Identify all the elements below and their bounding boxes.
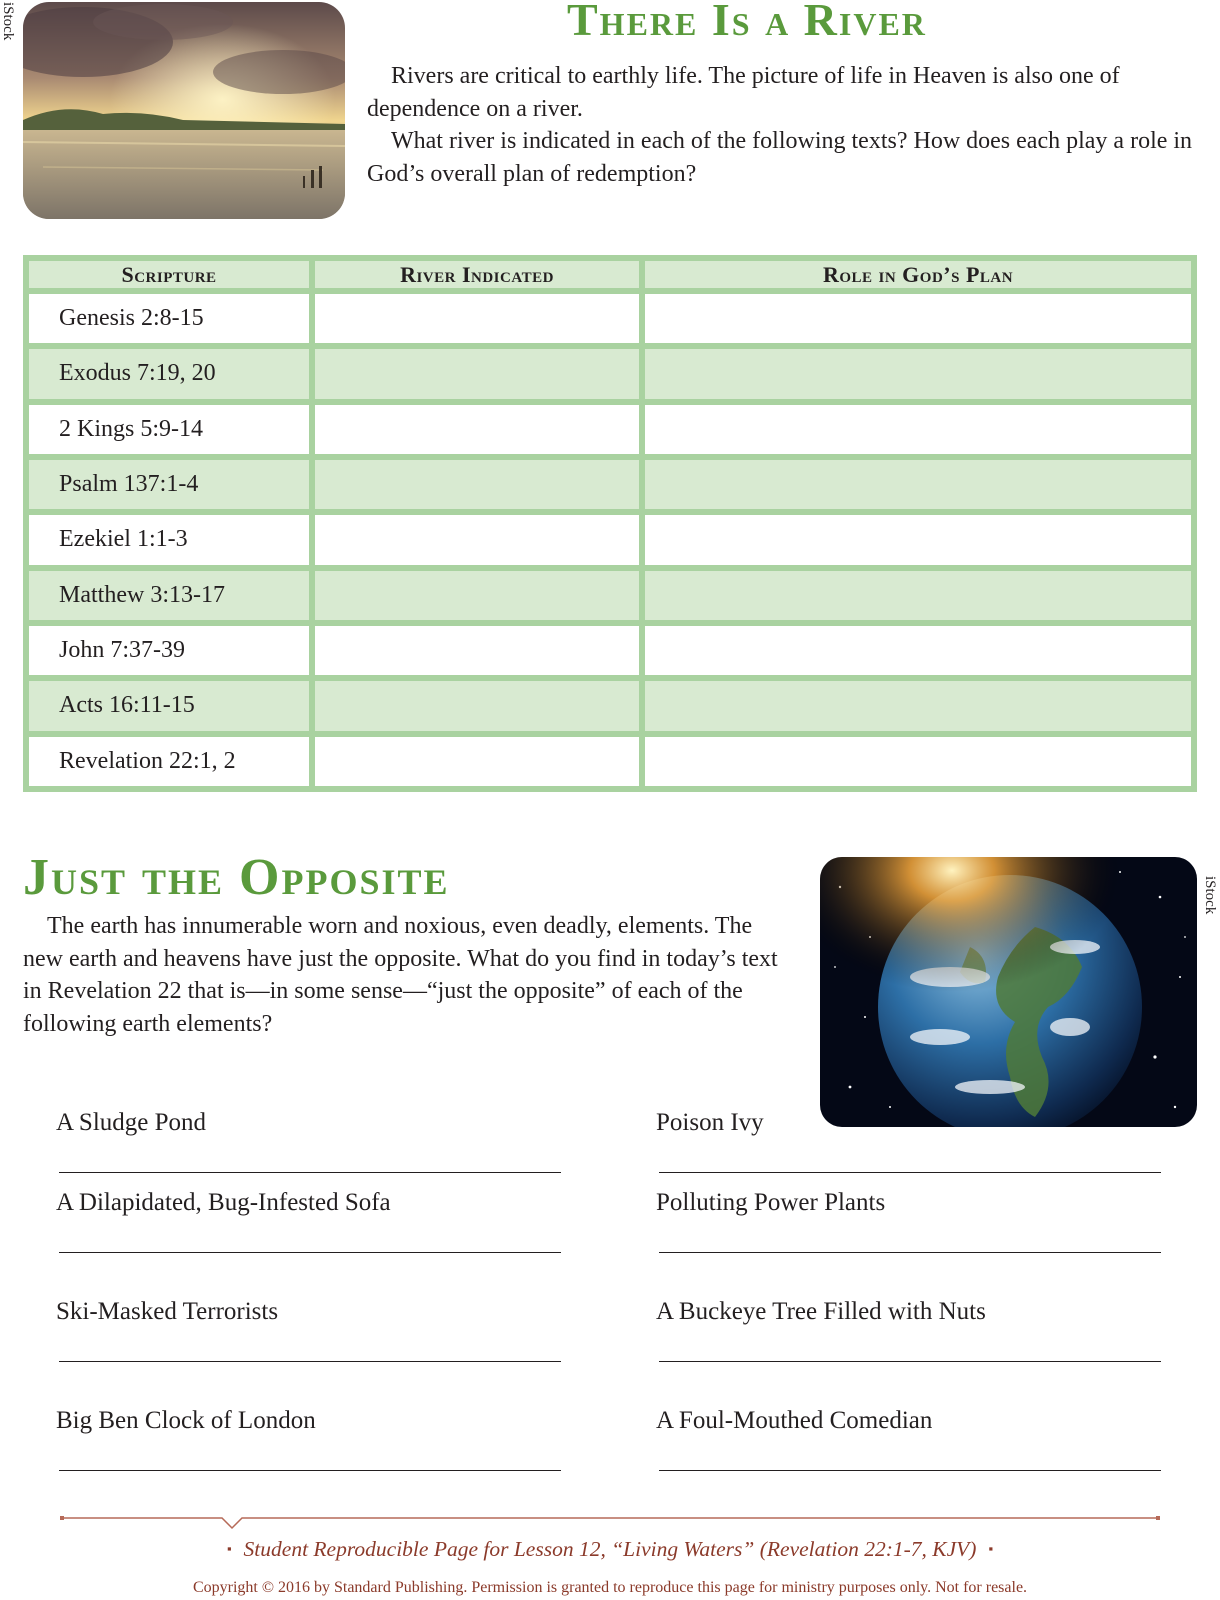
header-scripture: Scripture [29, 261, 309, 288]
table-row [29, 737, 1191, 786]
role-answer-cell[interactable] [645, 571, 1191, 620]
opposite-item [56, 1190, 561, 1215]
table-header-row [29, 261, 1191, 288]
photo-credit-river: iStock [0, 2, 16, 41]
opposite-item-label: Poison Ivy [656, 1109, 764, 1136]
table-row [29, 571, 1191, 620]
table-row [29, 681, 1191, 730]
opposite-intro-paragraph: The earth has innumerable worn and noxious, even deadly, elements. The new earth and heavens have just the opposite. What do you find in today’s text in Revelation 22 that is—in some sense—“just the opposite” of each of the following earth elements? [23, 913, 778, 1037]
river-answer-cell[interactable] [315, 294, 639, 343]
earth-from-space-image [820, 857, 1197, 1127]
role-answer-cell[interactable] [645, 681, 1191, 730]
answer-line[interactable] [59, 1252, 561, 1253]
opposite-intro [23, 910, 793, 1040]
scripture-cell: Ezekiel 1:1-3 [29, 515, 309, 564]
opposite-item [656, 1408, 1161, 1433]
river-intro-paragraph-2: What river is indicated in each of the following texts? How does each play a role in God’s overall plan of redemption? [367, 128, 1193, 187]
river-answer-cell[interactable] [315, 626, 639, 675]
river-answer-cell[interactable] [315, 515, 639, 564]
scripture-cell: Exodus 7:19, 20 [29, 349, 309, 398]
answer-line[interactable] [659, 1252, 1161, 1253]
header-role-in-gods-plan: Role in God’s Plan [645, 261, 1191, 288]
answer-line[interactable] [59, 1172, 561, 1173]
table-row [29, 294, 1191, 343]
scripture-cell: Acts 16:11-15 [29, 681, 309, 730]
role-answer-cell[interactable] [645, 349, 1191, 398]
photo-credit-earth: iStock [1202, 876, 1218, 915]
opposite-item-label: Big Ben Clock of London [56, 1407, 316, 1434]
role-answer-cell[interactable] [645, 515, 1191, 564]
river-landscape-image [23, 2, 345, 219]
answer-line[interactable] [659, 1361, 1161, 1362]
opposite-item-label: A Foul-Mouthed Comedian [656, 1407, 933, 1434]
scripture-cell: Revelation 22:1, 2 [29, 737, 309, 786]
scripture-cell: Psalm 137:1-4 [29, 460, 309, 509]
opposite-item [56, 1408, 561, 1433]
opposite-item [656, 1190, 1161, 1215]
river-photo [23, 2, 345, 219]
opposite-item-label: A Buckeye Tree Filled with Nuts [656, 1298, 986, 1325]
table-row [29, 626, 1191, 675]
footer-copyright: Copyright © 2016 by Standard Publishing. Permission is granted to reproduce this page for ministry purposes only. Not for resale. [192, 1579, 1028, 1596]
opposite-item-label: Ski-Masked Terrorists [56, 1298, 279, 1325]
opposite-item-label: A Dilapidated, Bug-Infested Sofa [56, 1189, 391, 1216]
footer-lesson-text: Student Reproducible Page for Lesson 12, “Living Waters” (Revelation 22:1-7, KJV) [243, 1537, 977, 1561]
page-title-river: There Is a River [567, 0, 927, 45]
role-answer-cell[interactable] [645, 460, 1191, 509]
role-answer-cell[interactable] [645, 626, 1191, 675]
table-row [29, 405, 1191, 454]
scripture-table [23, 255, 1197, 792]
role-answer-cell[interactable] [645, 405, 1191, 454]
river-answer-cell[interactable] [315, 681, 639, 730]
footer-divider [60, 1508, 1160, 1530]
scripture-cell: Matthew 3:13-17 [29, 571, 309, 620]
river-answer-cell[interactable] [315, 737, 639, 786]
opposite-item [656, 1299, 1161, 1324]
opposite-item [656, 1110, 1161, 1135]
river-answer-cell[interactable] [315, 349, 639, 398]
river-answer-cell[interactable] [315, 460, 639, 509]
scripture-cell: Genesis 2:8-15 [29, 294, 309, 343]
table-row [29, 349, 1191, 398]
header-river-indicated: River Indicated [315, 261, 639, 288]
section-title-opposite: Just the Opposite [23, 849, 450, 906]
role-answer-cell[interactable] [645, 294, 1191, 343]
footer-lesson-line [0, 1537, 1220, 1562]
opposite-item-label: Polluting Power Plants [656, 1189, 886, 1216]
scripture-cell: John 7:37-39 [29, 626, 309, 675]
opposite-item [56, 1110, 561, 1135]
answer-line[interactable] [59, 1470, 561, 1471]
river-answer-cell[interactable] [315, 405, 639, 454]
role-answer-cell[interactable] [645, 737, 1191, 786]
table-row [29, 460, 1191, 509]
answer-line[interactable] [659, 1172, 1161, 1173]
bullet-square-icon: ▪ [226, 1541, 232, 1556]
opposite-item [56, 1299, 561, 1324]
answer-line[interactable] [59, 1361, 561, 1362]
river-intro [367, 60, 1205, 190]
bullet-square-icon: ▪ [988, 1541, 994, 1556]
earth-photo [820, 857, 1197, 1127]
river-answer-cell[interactable] [315, 571, 639, 620]
opposite-item-label: A Sludge Pond [56, 1109, 207, 1136]
river-intro-paragraph-1: Rivers are critical to earthly life. The picture of life in Heaven is also one of dependence on a river. [367, 63, 1120, 122]
table-row [29, 515, 1191, 564]
answer-line[interactable] [659, 1470, 1161, 1471]
scripture-cell: 2 Kings 5:9-14 [29, 405, 309, 454]
